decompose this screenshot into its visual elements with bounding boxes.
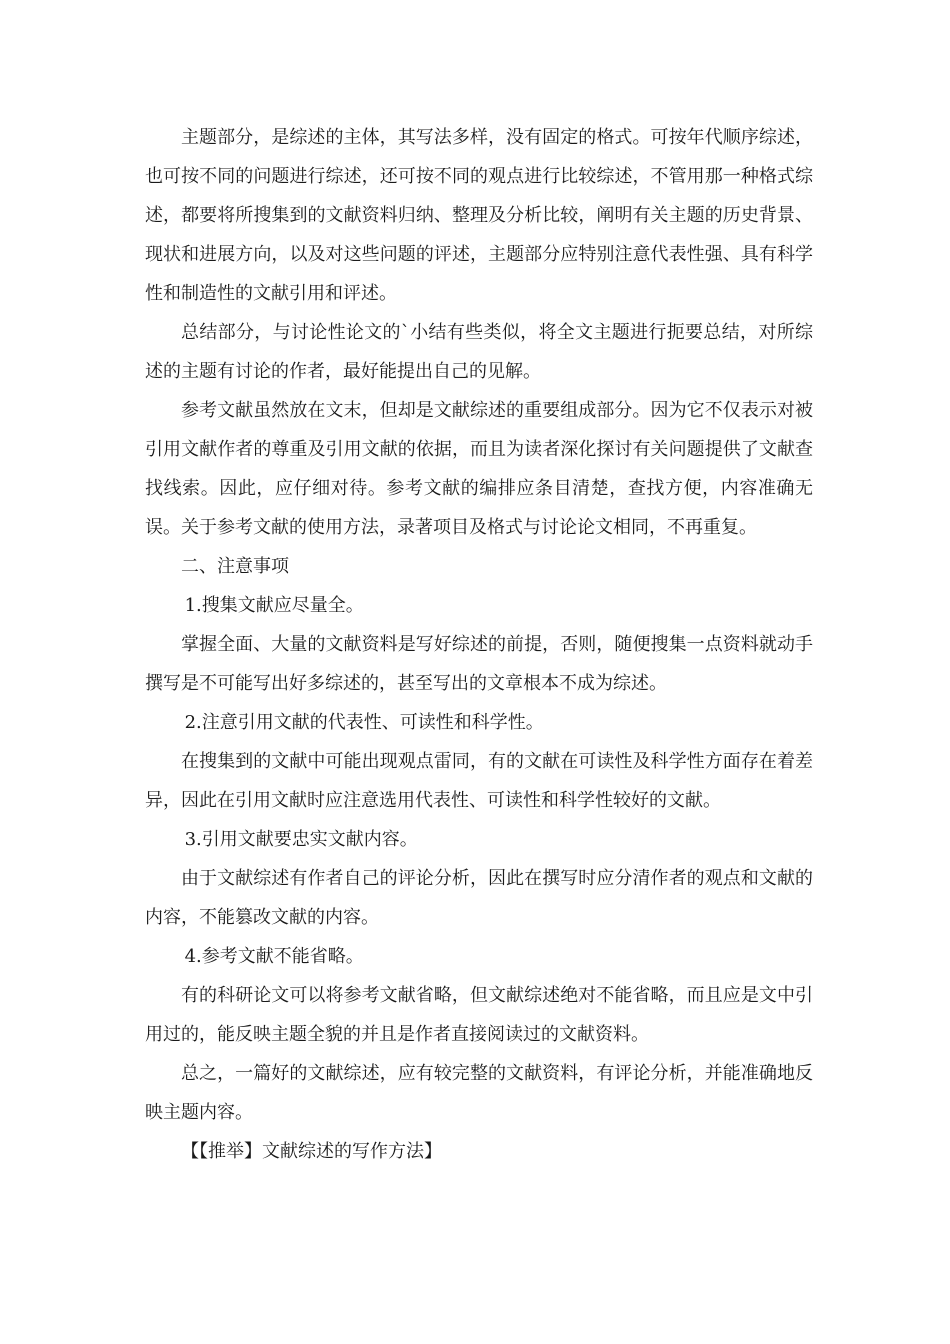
recommendation-link-text: 【【推举】文献综述的写作方法】 (181, 1141, 442, 1162)
paragraph-main-topic: 主题部分，是综述的主体，其写法多样，没有固定的格式。可按年代顺序综述，也可按不同的问题进行综述，还可按不同的观点进行比较综述，不管用那一种格式综述，都要将所搜集到的文献资料归纳、整理及分析比较，阐明有关主题的历史背景、现状和进展方向，以及对这些问题的评述，主题部分应特别注意代表性强、具有科学性和制造性的文献引用和评述。 (145, 127, 813, 304)
note-item-3: 3.引用文献要忠实文献内容。 (184, 829, 418, 850)
paragraph-references: 参考文献虽然放在文末，但却是文献综述的重要组成部分。因为它不仅表示对被引用文献作者的尊重及引用文献的依据，而且为读者深化探讨有关问题提供了文献查找线索。因此，应仔细对待。参考文献的编排应条目清楚，查找方便，内容准确无误。关于参考文献的使用方法，录著项目及格式与讨论论文相同，不再重复。 (145, 400, 813, 538)
note-item-1: 1.搜集文献应尽量全。 (184, 595, 364, 616)
paragraph-summary: 总结部分，与讨论性论文的`小结有些类似，将全文主题进行扼要总结，对所综述的主题有讨论的作者，最好能提出自己的见解。 (145, 322, 813, 382)
paragraph-note-1: 掌握全面、大量的文献资料是写好综述的前提，否则，随便搜集一点资料就动手撰写是不可能写出好多综述的，甚至写出的文章根本不成为综述。 (145, 634, 813, 694)
paragraph-conclusion: 总之，一篇好的文献综述，应有较完整的文献资料，有评论分析，并能准确地反映主题内容。 (145, 1063, 813, 1123)
paragraph-note-3: 由于文献综述有作者自己的评论分析，因此在撰写时应分清作者的观点和文献的内容，不能篡改文献的内容。 (145, 868, 813, 928)
section-heading-notes: 二、注意事项 (181, 556, 289, 577)
note-item-2: 2.注意引用文献的代表性、可读性和科学性。 (184, 712, 544, 733)
paragraph-note-2: 在搜集到的文献中可能出现观点雷同，有的文献在可读性及科学性方面存在着差异，因此在引用文献时应注意选用代表性、可读性和科学性较好的文献。 (145, 751, 813, 811)
document-body (145, 118, 813, 1171)
note-item-4: 4.参考文献不能省略。 (184, 946, 364, 967)
paragraph-note-4: 有的科研论文可以将参考文献省略，但文献综述绝对不能省略，而且应是文中引用过的，能反映主题全貌的并且是作者直接阅读过的文献资料。 (145, 985, 813, 1045)
